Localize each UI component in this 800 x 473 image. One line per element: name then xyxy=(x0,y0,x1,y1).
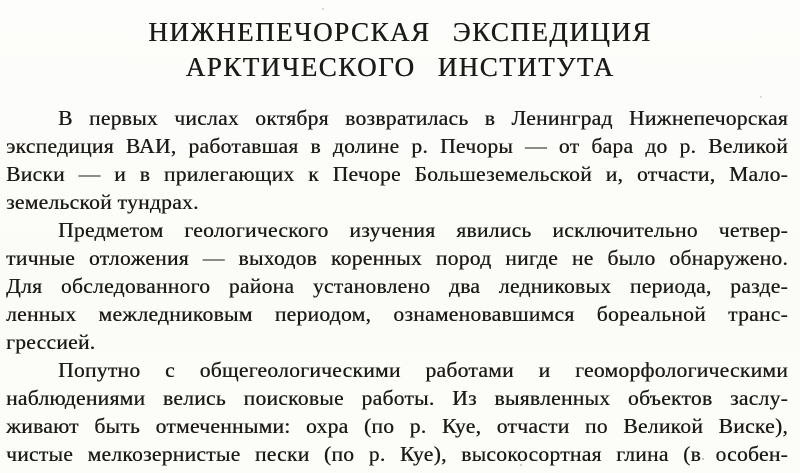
text-line: ленных межледниковым периодом, ознаменовавшимся бореальной транс- xyxy=(6,302,788,326)
document-title-line-2: АРКТИЧЕСКОГО ИНСТИТУТА xyxy=(185,52,615,82)
text-line: грессией. xyxy=(6,330,96,354)
text-line: земельской тундрах. xyxy=(6,190,199,214)
text-line: экспедиция ВАИ, работавшая в долине р. Печоры — от бара до р. Великой xyxy=(6,134,788,158)
document-title xyxy=(0,0,800,85)
text-line: живают быть отмеченными: охра (по р. Куе, отчасти по Великой Виске), xyxy=(6,414,788,438)
text-line: Виски — и в прилегающих к Печоре Большеземельской и, отчасти, Мало- xyxy=(6,162,788,186)
text-line: Для обследованного района установлено два ледниковых периода, разде- xyxy=(6,274,788,298)
paragraph-3 xyxy=(6,356,788,468)
text-line: Попутно с общегеологическими работами и геоморфологическими xyxy=(58,358,788,382)
text-line: наблюдениями велись поисковые работы. Из выявленных объектов заслу- xyxy=(6,386,788,410)
text-line: Предметом геологического изучения явились исключительно четвер- xyxy=(58,218,788,242)
text-line: В первых числах октября возвратилась в Ленинград Нижнепечорская xyxy=(58,106,788,130)
text-line: тичные отложения — выходов коренных пород нигде не было обнаружено. xyxy=(6,246,788,270)
paragraph-1 xyxy=(6,104,788,216)
body-text xyxy=(0,104,800,468)
document-title-line-1: НИЖНЕПЕЧОРСКАЯ ЭКСПЕДИЦИЯ xyxy=(148,17,652,47)
paragraph-2 xyxy=(6,216,788,356)
text-line: чистые мелкозернистые пески (по р. Куе), высокосортная глина (в особен- xyxy=(6,442,788,466)
